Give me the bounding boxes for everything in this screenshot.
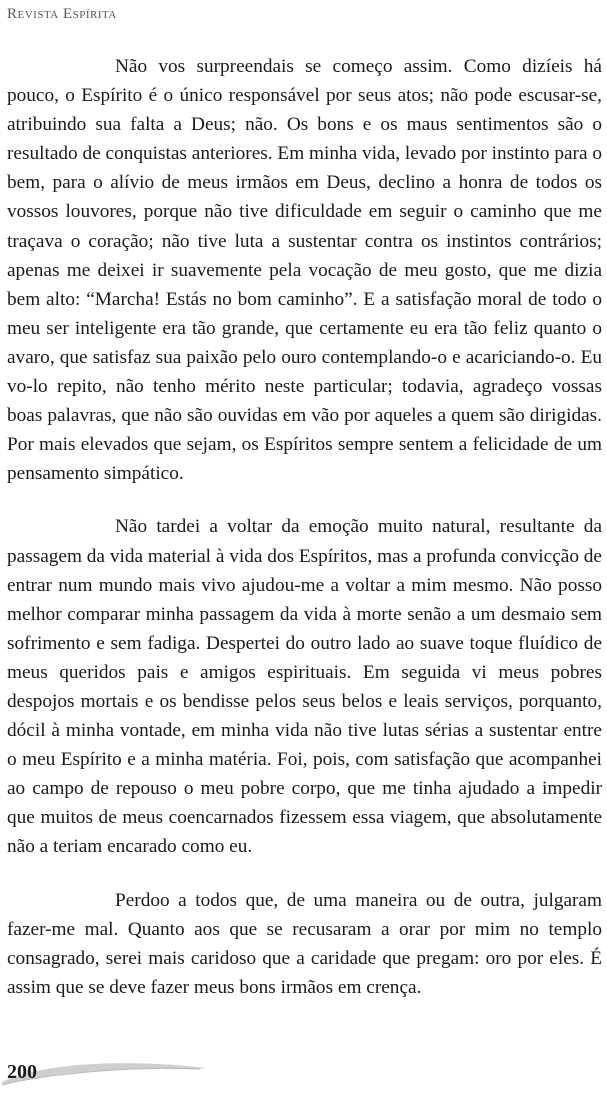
running-header: Revista Espírita	[7, 6, 117, 22]
page-number: 200	[7, 1061, 37, 1083]
paragraph-1: Não vos surpreendais se começo assim. Como dizíeis há pouco, o Espírito é o único responsável por seus atos; não pode escusar-se, atribuindo sua falta a Deus; não. Os bons e os maus sentimentos são o resultado de conquistas anteriores. Em minha vida, levado por instinto para o bem, para o alívio de meus irmãos em Deus, declino a honra de todos os vossos louvores, porque não tive dificuldade em seguir o caminho que me traçava o coração; não tive luta a sustentar contra os instintos contrários; apenas me deixei ir suavemente pela vocação de meu gosto, que me dizia bem alto: “Marcha! Estás no bom caminho”. E a satisfação moral de todo o meu ser inteligente era tão grande, que certamente eu era tão feliz quanto o avaro, que satisfaz sua paixão pelo ouro contemplando-o e acariciando-o. Eu vo-lo repito, não tenho mérito neste particular; todavia, agradeço vossas boas palavras, que não são ouvidas em vão por aqueles a quem são dirigidas. Por mais elevados que sejam, os Espíritos sempre sentem a felicidade de um pensamento simpático.	[7, 56, 602, 485]
paragraph-3: Perdoo a todos que, de uma maneira ou de outra, julgaram fazer-me mal. Quanto aos que se recusaram a orar por mim no templo consagrado, serei mais caridoso que a caridade que pregam: oro por eles. É assim que se deve fazer meus bons irmãos em crença.	[7, 889, 602, 998]
paragraph-2: Não tardei a voltar da emoção muito natural, resultante da passagem da vida material à vida dos Espíritos, mas a profunda convicção de entrar num mundo mais vivo ajudou-me a voltar a mim mesmo. Não posso melhor comparar minha passagem da vida à morte senão a um desmaio sem sofrimento e sem fadiga. Despertei do outro lado ao suave toque fluídico de meus queridos pais e amigos espirituais. Em seguida vi meus pobres despojos mortais e os bendisse pelos seus belos e leais serviços, porquanto, dócil à minha vontade, em minha vida não tive lutas sérias a sustentar entre o meu Espírito e a minha matéria. Foi, pois, com satisfação que acompanhei ao campo de repouso o meu pobre corpo, que me tinha ajudado a impedir que muitos de meus coencarnados fizessem essa viagem, que absolutamente não a teriam encarado como eu.	[7, 516, 602, 858]
page-footer	[0, 1052, 240, 1092]
page-body	[7, 52, 602, 1026]
